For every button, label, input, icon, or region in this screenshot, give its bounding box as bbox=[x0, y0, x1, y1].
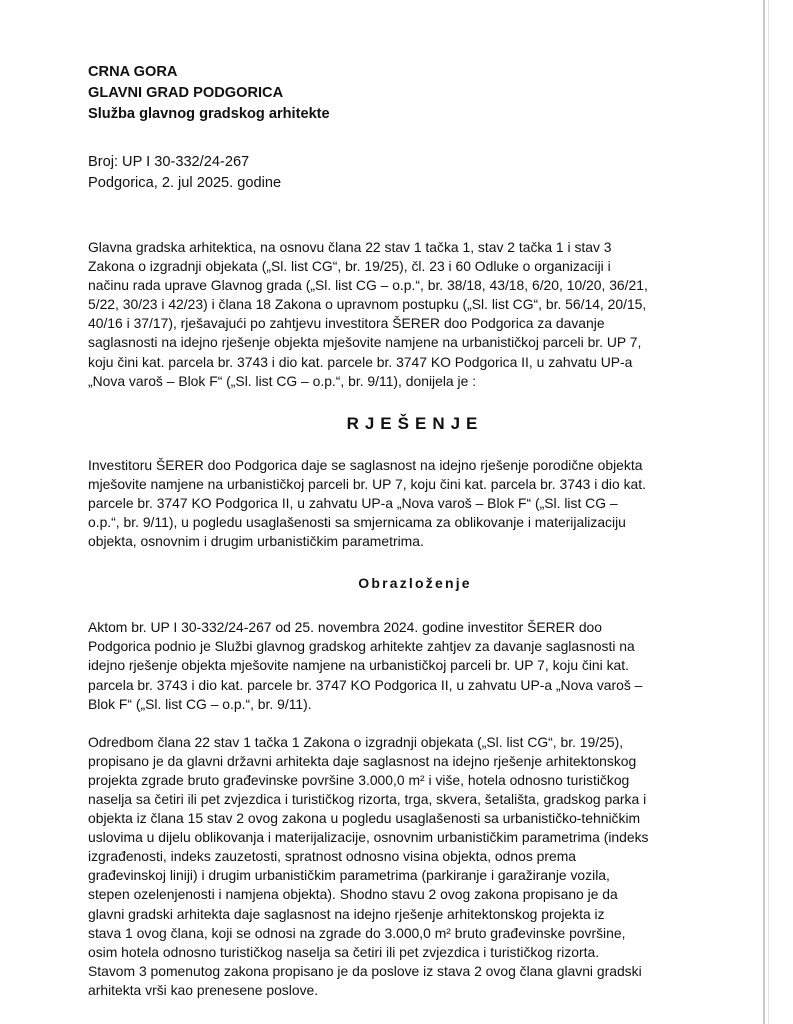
intro-line: Glavna gradska arhitektica, na osnovu člana 22 stav 1 tačka 1, stav 2 tačka 1 i stav 3 bbox=[88, 239, 612, 255]
intro-line: 40/16 i 37/17), rješavajući po zahtjevu investitora ŠERER doo Podgorica za davanje bbox=[88, 315, 605, 332]
header-city: GLAVNI GRAD PODGORICA bbox=[88, 85, 284, 101]
reasoning-line: propisano je da glavni državni arhitekta daje saglasnost na idejno rješenje arhitektonskog bbox=[88, 752, 637, 769]
reasoning-paragraph-1 bbox=[88, 618, 742, 713]
intro-line: koju čini kat. parcela br. 3743 i dio kat. parcele br. 3747 KO Podgorica II, u zahvatu UP-a bbox=[88, 353, 633, 370]
reasoning-line: objekta iz člana 15 stav 2 ovog zakona u pogledu usaglašenosti sa urbanističko-tehničkim bbox=[88, 810, 641, 827]
intro-line: 5/22, 30/23 i 42/23) i člana 18 Zakona o upravnom postupku („Sl. list CG“, br. 56/14, 20/15, bbox=[88, 296, 647, 313]
header-office: Služba glavnog gradskog arhitekte bbox=[88, 106, 330, 122]
intro-line: načinu rada uprave Glavnog grada („Sl. list CG – o.p.“, br. 38/18, 43/18, 6/20, 10/20, 36/21, bbox=[88, 277, 648, 294]
reasoning-line: Podgorica podnio je Službi glavnog gradskog arhitekte zahtjev za davanje saglasnosti na bbox=[88, 638, 635, 655]
reasoning-line: Odredbom člana 22 stav 1 tačka 1 Zakona o izgradnji objekata („Sl. list CG“, br. 19/25), bbox=[88, 733, 624, 750]
intro-line: saglasnosti na idejno rješenje objekta mješovite namjene na urbanističkoj parceli br. UP 7, bbox=[88, 334, 642, 351]
reasoning-line: uslovima u dijelu oblikovanja i materijalizacije, osnovnim urbanističkim parametrima (indeks bbox=[88, 829, 649, 846]
decision-line: parcele br. 3747 KO Podgorica II, u zahvatu UP-a „Nova varoš – Blok F“ („Sl. list CG – bbox=[88, 494, 618, 511]
decision-line: Investitoru ŠERER doo Podgorica daje se saglasnost na idejno rješenje porodične objekta bbox=[88, 456, 643, 473]
reasoning-paragraph-2 bbox=[88, 733, 742, 1000]
reasoning-line: osim hotela odnosno turističkog naselja sa četiri ili pet zvjezdica i turističkog rizorta. bbox=[88, 943, 600, 960]
document-number: Broj: UP I 30-332/24-267 bbox=[88, 154, 250, 170]
intro-line: „Nova varoš – Blok F“ („Sl. list CG – o.p.“, br. 9/11), donijela je : bbox=[88, 372, 477, 389]
intro-line: Zakona o izgradnji objekata („Sl. list CG“, br. 19/25), čl. 23 i 60 Odluke o organizaciji i bbox=[88, 258, 611, 275]
reasoning-line: stava 1 ovog člana, koji se odnosi na zgrade do 3.000,0 m² bruto građevinske površine, bbox=[88, 924, 626, 941]
document-place-date: Podgorica, 2. jul 2025. godine bbox=[88, 175, 282, 191]
page-edge-shadow bbox=[768, 0, 769, 1024]
reasoning-line: građevinskoj liniji) i drugim urbanističkim parametrima (parkiranje i garažiranje vozila, bbox=[88, 867, 610, 884]
reasoning-line: arhitekta vrši kao prenesene poslove. bbox=[88, 981, 319, 998]
reasoning-line: parcela br. 3743 i dio kat. parcele br. 3747 KO Podgorica II, u zahvatu UP-a „Nova varoš – bbox=[88, 676, 643, 693]
intro-paragraph bbox=[88, 238, 742, 391]
decision-title: RJEŠENJE bbox=[346, 413, 484, 433]
reasoning-line: stepen ozelenjenosti i namjena objekta). Shodno stavu 2 ovog zakona propisano je da bbox=[88, 886, 618, 903]
document-page bbox=[88, 62, 742, 1000]
decision-line: mješovite namjene na urbanističkoj parceli br. UP 7, koju čini kat. parcela br. 3743 i dio kat. bbox=[88, 475, 646, 492]
header-country: CRNA GORA bbox=[88, 64, 178, 80]
decision-line: o.p.“, br. 9/11), u pogledu usaglašenosti sa smjernicama za oblikovanje i materijalizaciju bbox=[88, 514, 626, 531]
reasoning-title: Obrazloženje bbox=[358, 575, 472, 592]
reasoning-line: projekta zgrade bruto građevinske površine 3.000,0 m² i više, hotela odnosno turističkog bbox=[88, 771, 630, 788]
reasoning-line: naselja sa četiri ili pet zvjezdica i turističkog rizorta, trga, skvera, šetališta, gradskog parka i bbox=[88, 790, 647, 807]
reasoning-line: Aktom br. UP I 30-332/24-267 od 25. novembra 2024. godine investitor ŠERER doo bbox=[88, 619, 603, 636]
document-meta bbox=[88, 152, 742, 194]
decision-line: objekta, osnovnim i drugim urbanističkim parametrima. bbox=[88, 533, 424, 550]
reasoning-line: Blok F“ („Sl. list CG – o.p.“, br. 9/11). bbox=[88, 695, 312, 712]
decision-paragraph bbox=[88, 456, 742, 551]
reasoning-line: Stavom 3 pomenutog zakona propisano je da poslove iz stava 2 ovog člana glavni gradski bbox=[88, 962, 642, 979]
page-edge-line bbox=[763, 0, 765, 1024]
reasoning-line: glavni gradski arhitekta daje saglasnost na idejno rješenje arhitektonskog projekta iz bbox=[88, 905, 605, 922]
reasoning-line: izgrađenosti, indeks zauzetosti, spratnost odnosno visina objekta, odnos prema bbox=[88, 848, 577, 865]
reasoning-line: idejno rješenje objekta mješovite namjene na urbanističkoj parceli br. UP 7, koju čini kat. bbox=[88, 657, 629, 674]
